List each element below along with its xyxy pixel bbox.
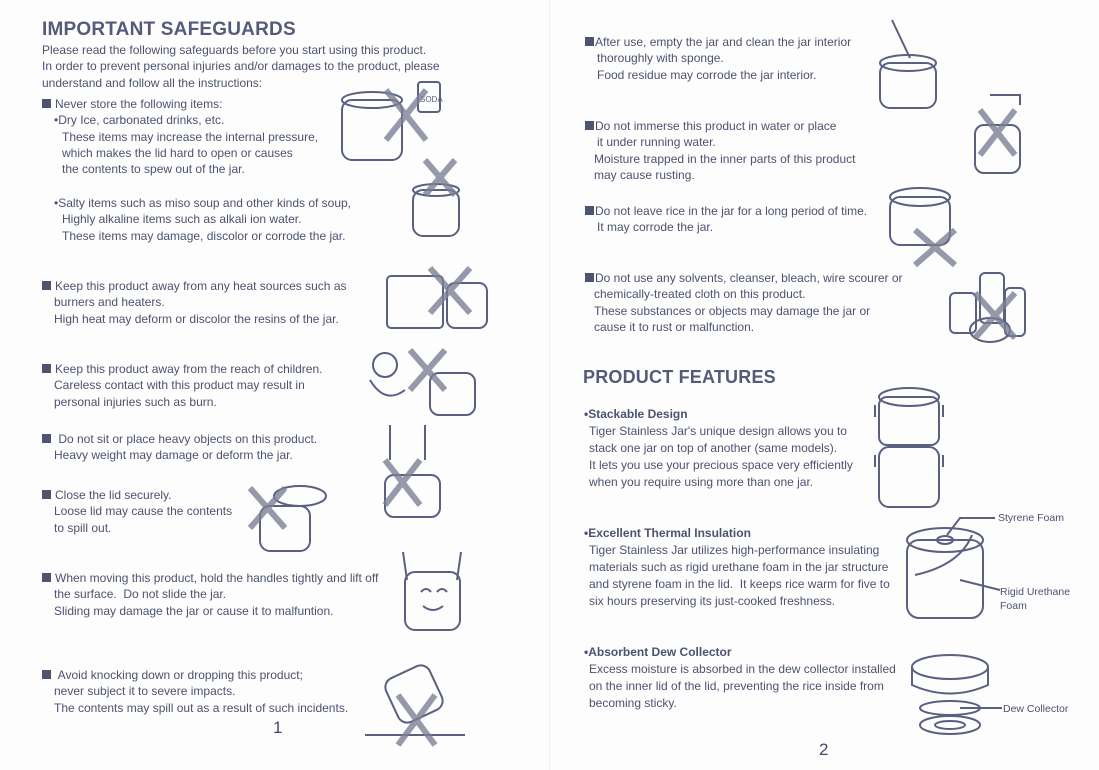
page-number-1: 1: [273, 718, 283, 737]
page-gutter: [549, 0, 550, 770]
x-mark-icon: [430, 268, 470, 313]
text-line: Do not use any solvents, cleanser, bleach, wire scourer or: [595, 271, 903, 285]
feature-title: •Stackable Design: [584, 407, 688, 421]
jar-rice-illustration: [885, 185, 960, 270]
text-line: Keep this product away from any heat sources such as: [55, 279, 347, 293]
label-foam: Foam: [1000, 600, 1027, 612]
sub-bullet: •Dry Ice, carbonated drinks, etc.: [54, 113, 225, 128]
text-line: These items may increase the internal pressure,: [62, 129, 319, 144]
jar-lifting-illustration: [395, 550, 470, 635]
never-store-section: [42, 96, 318, 177]
safeguard-heat: [42, 278, 347, 327]
x-mark-icon: [410, 350, 445, 390]
text-line: Tiger Stainless Jar's unique design allows you to: [589, 424, 847, 438]
text-line: burners and heaters.: [54, 295, 165, 310]
text-line: chemically-treated cloth on this product.: [594, 287, 806, 302]
text-line: thoroughly with sponge.: [597, 51, 724, 66]
bullet-square-icon: [585, 37, 594, 46]
jar-soup-illustration: [385, 160, 485, 240]
x-mark-icon: [980, 110, 1015, 155]
x-mark-icon: [386, 90, 426, 140]
label-dew-collector: Dew Collector: [1003, 703, 1069, 715]
feature-stackable: [584, 406, 853, 491]
x-mark-icon: [385, 460, 420, 505]
feature-dew-collector: [584, 644, 896, 712]
features-title: PRODUCT FEATURES: [583, 367, 776, 387]
bullet-square-icon: [42, 99, 51, 108]
text-line: Moisture trapped in the inner parts of this product: [594, 151, 856, 166]
text-line: Do not immerse this product in water or place: [595, 119, 837, 133]
x-mark-icon: [250, 488, 285, 528]
insulated-jar-illustration: [900, 515, 1000, 625]
text-line: stack one jar on top of another (same models).: [589, 441, 838, 455]
text-line: Close the lid securely.: [55, 488, 172, 502]
text-line: may cause rusting.: [594, 167, 695, 182]
text-line: Do not sit or place heavy objects on this product.: [55, 432, 318, 446]
text-line: six hours preserving its just-cooked freshness.: [589, 594, 836, 608]
label-styrene-foam: Styrene Foam: [998, 512, 1064, 524]
jar-faucet-illustration: [965, 90, 1035, 185]
soda-label: SODA: [420, 95, 443, 104]
text-line: Sliding may damage the jar or cause it to malfuntion.: [54, 603, 334, 618]
cleansers-illustration: [945, 268, 1030, 348]
safeguard-children: [42, 361, 322, 410]
safeguard-rice-storage: [585, 203, 867, 236]
text-line: Loose lid may cause the contents: [54, 504, 233, 519]
text-line: materials such as rigid urethane foam in the jar structure: [589, 560, 889, 574]
text-line: it under running water.: [597, 135, 716, 150]
intro-line: understand and follow all the instructions:: [42, 75, 263, 90]
safeguards-title: IMPORTANT SAFEGUARDS: [42, 19, 296, 40]
text-line: High heat may deform or discolor the resins of the jar.: [54, 311, 339, 326]
text-line: These items may damage, discolor or corrode the jar.: [62, 228, 346, 243]
text-line: Food residue may corrode the jar interior.: [597, 67, 817, 82]
jar-sit-illustration: [355, 420, 445, 520]
bullet-square-icon: [585, 121, 594, 130]
text-line: cause it to rust or malfunction.: [594, 319, 755, 334]
text-line: Highly alkaline items such as alkali ion water.: [62, 212, 302, 227]
jar-child-illustration: [350, 345, 490, 420]
bullet-square-icon: [42, 490, 51, 499]
text-line: It may corrode the jar.: [597, 220, 714, 235]
text-line: to spill out.: [54, 520, 112, 535]
text-line: Tiger Stainless Jar utilizes high-performance insulating: [589, 543, 880, 557]
stacked-jars-illustration: [872, 385, 947, 513]
dew-collector-illustration: [905, 652, 1005, 737]
bullet-square-icon: [42, 364, 51, 373]
jar-dropping-illustration: [360, 640, 470, 750]
text-line: Avoid knocking down or dropping this product;: [55, 668, 303, 682]
x-mark-icon: [915, 230, 955, 265]
text-line: It lets you use your precious space very efficiently: [589, 458, 853, 472]
bullet-square-icon: [42, 434, 51, 443]
feature-title: •Absorbent Dew Collector: [584, 645, 732, 659]
intro-line: In order to prevent personal injuries and/or damages to the product, please: [42, 59, 440, 74]
jar-heater-illustration: [385, 258, 495, 333]
text-line: which makes the lid hard to open or causes: [62, 145, 293, 160]
safeguard-dropping: [42, 667, 348, 716]
text-line: These substances or objects may damage the jar or: [594, 303, 871, 318]
text-line: Do not leave rice in the jar for a long period of time.: [595, 204, 868, 218]
text-line: the contents to spew out of the jar.: [62, 162, 245, 177]
intro-line: Please read the following safeguards before you start using this product.: [42, 43, 427, 57]
sub-bullet: •Salty items such as miso soup and other kinds of soup,: [54, 196, 352, 210]
heading: Never store the following items:: [55, 97, 223, 111]
text-line: Heavy weight may damage or deform the jar.: [54, 448, 293, 463]
x-mark-icon: [398, 695, 435, 745]
bullet-square-icon: [42, 670, 51, 679]
bullet-square-icon: [585, 206, 594, 215]
text-line: becoming sticky.: [589, 696, 677, 710]
jar-loose-lid-illustration: [245, 478, 335, 558]
text-line: personal injuries such as burn.: [54, 394, 217, 409]
text-line: Careless contact with this product may result in: [54, 378, 305, 393]
text-line: when you require using more than one jar.: [589, 475, 814, 489]
text-line: Excess moisture is absorbed in the dew collector installed: [589, 662, 896, 676]
feature-title: •Excellent Thermal Insulation: [584, 526, 751, 540]
text-line: The contents may spill out as a result of such incidents.: [54, 700, 349, 715]
text-line: When moving this product, hold the handles tightly and lift off: [55, 571, 379, 585]
salty-items-section: [54, 195, 351, 244]
text-line: on the inner lid of the lid, preventing the rice inside from: [589, 679, 884, 693]
safeguard-heavy-objects: [42, 431, 317, 464]
safeguard-no-solvents: [585, 270, 903, 335]
jar-cleaning-illustration: [870, 18, 950, 113]
text-line: Keep this product away from the reach of children.: [55, 362, 323, 376]
page-number-2: 2: [819, 740, 829, 759]
safeguard-no-immerse: [585, 118, 855, 183]
text-line: and styrene foam in the lid. It keeps rice warm for five to: [589, 577, 890, 591]
safeguard-close-lid: [42, 487, 232, 536]
bullet-square-icon: [42, 281, 51, 290]
label-rigid-urethane: Rigid Urethane: [1000, 586, 1071, 598]
jar-soda-illustration: [336, 80, 446, 170]
safeguard-moving: [42, 570, 378, 619]
bullet-square-icon: [42, 573, 51, 582]
text-line: After use, empty the jar and clean the jar interior: [595, 35, 852, 49]
feature-thermal: [584, 525, 890, 610]
text-line: the surface. Do not slide the jar.: [54, 587, 227, 602]
bullet-square-icon: [585, 273, 594, 282]
safeguard-clean-after-use: [585, 34, 851, 83]
text-line: never subject it to severe impacts.: [54, 684, 236, 699]
